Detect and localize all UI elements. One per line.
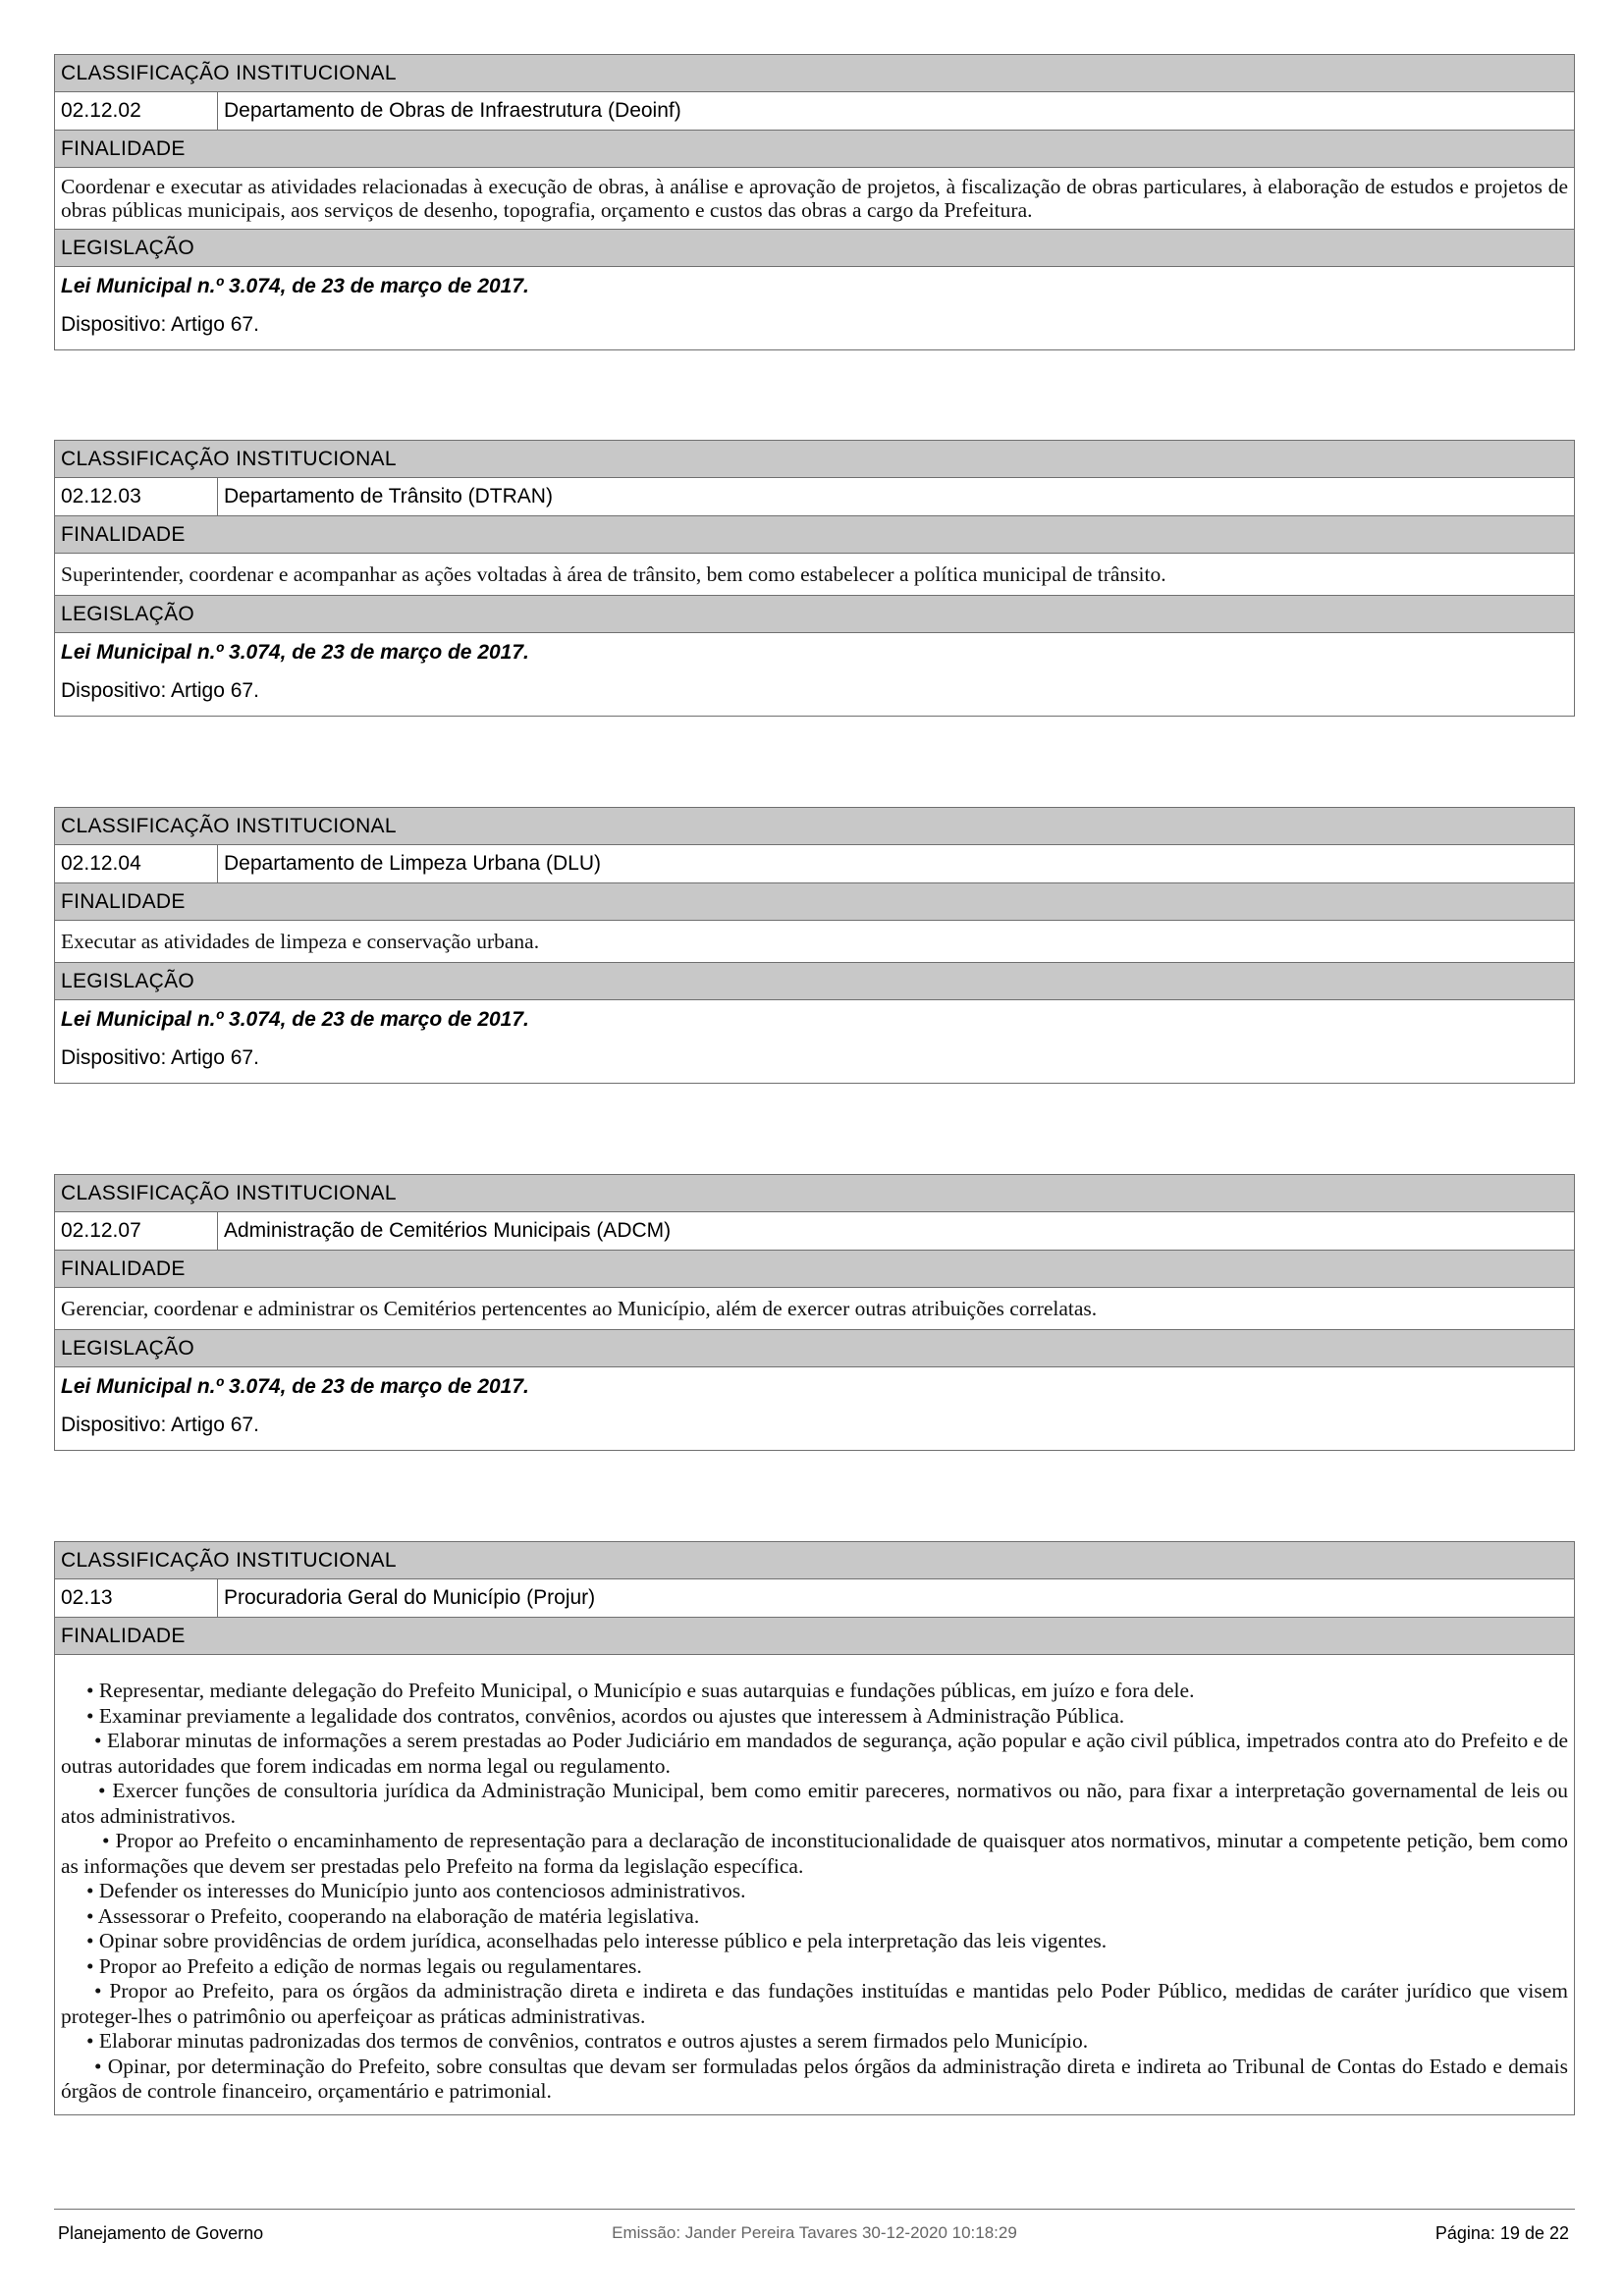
- institution-name: Administração de Cemitérios Municipais (ADCM): [224, 1219, 672, 1242]
- classification-header: CLASSIFICAÇÃO INSTITUCIONAL: [55, 1542, 1574, 1579]
- list-item: • Opinar sobre providências de ordem jurídica, aconselhadas pelo interesse público e pela interpretação das leis vigentes.: [86, 1929, 1108, 1952]
- list-item: • Representar, mediante delegação do Prefeito Municipal, o Município e suas autarquias e fundações públicas, em juízo e fora dele.: [86, 1679, 1195, 1702]
- list-item: • Propor ao Prefeito o encaminhamento de representação para a declaração de inconstitucionalidade de quaisquer atos normativos, minutar a competente petição, bem como as informações que devem ser prestadas pelo Prefeito na forma da legislação específica.: [61, 1829, 1568, 1878]
- law-reference: Lei Municipal n.º 3.074, de 23 de março de 2017.: [61, 1375, 529, 1398]
- legislacao-header: LEGISLAÇÃO: [55, 1330, 1574, 1367]
- classification-header: CLASSIFICAÇÃO INSTITUCIONAL: [55, 55, 1574, 92]
- list-item: • Propor ao Prefeito, para os órgãos da administração direta e indireta e das fundações instituídas e mantidas pelo Poder Público, medidas de caráter jurídico que visem proteger-lhes o patrimônio ou aperfeiçoar as práticas administrativas.: [61, 1979, 1568, 2028]
- institution-name: Departamento de Obras de Infraestrutura (Deoinf): [224, 99, 681, 122]
- institution-code: 02.12.04: [55, 845, 218, 882]
- list-item: • Exercer funções de consultoria jurídica da Administração Municipal, bem como emitir pareceres, normativos ou não, para fixar a interpretação governamental de leis ou atos administrativos.: [61, 1779, 1568, 1828]
- finalidade-header: FINALIDADE: [55, 1618, 1574, 1655]
- dispositivo-text: Dispositivo: Artigo 67.: [61, 679, 259, 702]
- finalidade-text: Superintender, coordenar e acompanhar as ações voltadas à área de trânsito, bem como estabelecer a política municipal de trânsito.: [55, 554, 1574, 596]
- law-reference: Lei Municipal n.º 3.074, de 23 de março de 2017.: [61, 275, 529, 297]
- finalidade-header: FINALIDADE: [55, 883, 1574, 921]
- dispositivo-text: Dispositivo: Artigo 67.: [61, 313, 259, 336]
- institution-code: 02.13: [55, 1579, 218, 1617]
- dispositivo-text: Dispositivo: Artigo 67.: [61, 1414, 259, 1436]
- classification-block: [54, 1174, 1575, 1451]
- finalidade-text: Gerenciar, coordenar e administrar os Cemitérios pertencentes ao Município, além de exercer outras atribuições correlatas.: [55, 1288, 1574, 1330]
- code-row: [55, 1579, 1574, 1618]
- classification-block: [54, 1541, 1575, 2115]
- institution-name: Departamento de Trânsito (DTRAN): [224, 485, 553, 507]
- institution-name: Procuradoria Geral do Município (Projur): [224, 1586, 596, 1609]
- finalidade-header: FINALIDADE: [55, 1251, 1574, 1288]
- footer-page-number: Página: 19 de 22: [1434, 2223, 1569, 2243]
- finalidade-text: Executar as atividades de limpeza e conservação urbana.: [55, 921, 1574, 963]
- page-footer: [54, 2209, 1575, 2249]
- finalidade-text: Coordenar e executar as atividades relacionadas à execução de obras, à análise e aprovação de projetos, à fiscalização de obras particulares, à elaboração de estudos e projetos de obras públicas municipais, aos serviços de desenho, topografia, orçamento e custos das obras a cargo da Prefeitura.: [55, 168, 1574, 230]
- law-reference: Lei Municipal n.º 3.074, de 23 de março de 2017.: [61, 641, 529, 664]
- classification-header: CLASSIFICAÇÃO INSTITUCIONAL: [55, 1175, 1574, 1212]
- legislacao-header: LEGISLAÇÃO: [55, 963, 1574, 1000]
- legislacao-header: LEGISLAÇÃO: [55, 230, 1574, 267]
- classification-block: [54, 54, 1575, 350]
- code-row: [55, 845, 1574, 883]
- institution-code: 02.12.07: [55, 1212, 218, 1250]
- list-item: • Opinar, por determinação do Prefeito, sobre consultas que devam ser formuladas pelos órgãos da administração direta e indireta ao Tribunal de Contas do Estado e demais órgãos de controle financeiro, orçamentário e patrimonial.: [61, 2054, 1568, 2103]
- institution-code: 02.12.02: [55, 92, 218, 130]
- classification-header: CLASSIFICAÇÃO INSTITUCIONAL: [55, 441, 1574, 478]
- list-item: • Assessorar o Prefeito, cooperando na elaboração de matéria legislativa.: [86, 1903, 700, 1928]
- code-row: [55, 1212, 1574, 1251]
- dispositivo-text: Dispositivo: Artigo 67.: [61, 1046, 259, 1069]
- list-item: • Defender os interesses do Município junto aos contenciosos administrativos.: [86, 1879, 746, 1902]
- code-row: [55, 92, 1574, 131]
- list-item: • Elaborar minutas de informações a serem prestadas ao Poder Judiciário em mandados de segurança, ação popular e ação civil pública, impetrados contra ato do Prefeito e de outras autoridades que forem indicadas em norma legal ou regulamento.: [61, 1729, 1568, 1778]
- list-item: • Examinar previamente a legalidade dos contratos, convênios, acordos ou ajustes que interessem à Administração Pública.: [86, 1703, 1125, 1728]
- finalidade-header: FINALIDADE: [55, 131, 1574, 168]
- law-reference: Lei Municipal n.º 3.074, de 23 de março de 2017.: [61, 1008, 529, 1031]
- classification-block: [54, 807, 1575, 1084]
- institution-name: Departamento de Limpeza Urbana (DLU): [224, 852, 602, 875]
- footer-title: Planejamento de Governo: [58, 2223, 264, 2243]
- list-item: • Propor ao Prefeito a edição de normas legais ou regulamentares.: [86, 1953, 642, 1978]
- institution-code: 02.12.03: [55, 478, 218, 515]
- footer-emission: Emissão: Jander Pereira Tavares 30-12-2020 10:18:29: [612, 2223, 1017, 2242]
- legislacao-header: LEGISLAÇÃO: [55, 596, 1574, 633]
- list-item: • Elaborar minutas padronizadas dos termos de convênios, contratos e outros ajustes a serem firmados pelo Município.: [86, 2029, 1089, 2053]
- classification-header: CLASSIFICAÇÃO INSTITUCIONAL: [55, 808, 1574, 845]
- finalidade-list: [55, 1655, 1574, 2114]
- code-row: [55, 478, 1574, 516]
- classification-block: [54, 440, 1575, 717]
- finalidade-header: FINALIDADE: [55, 516, 1574, 554]
